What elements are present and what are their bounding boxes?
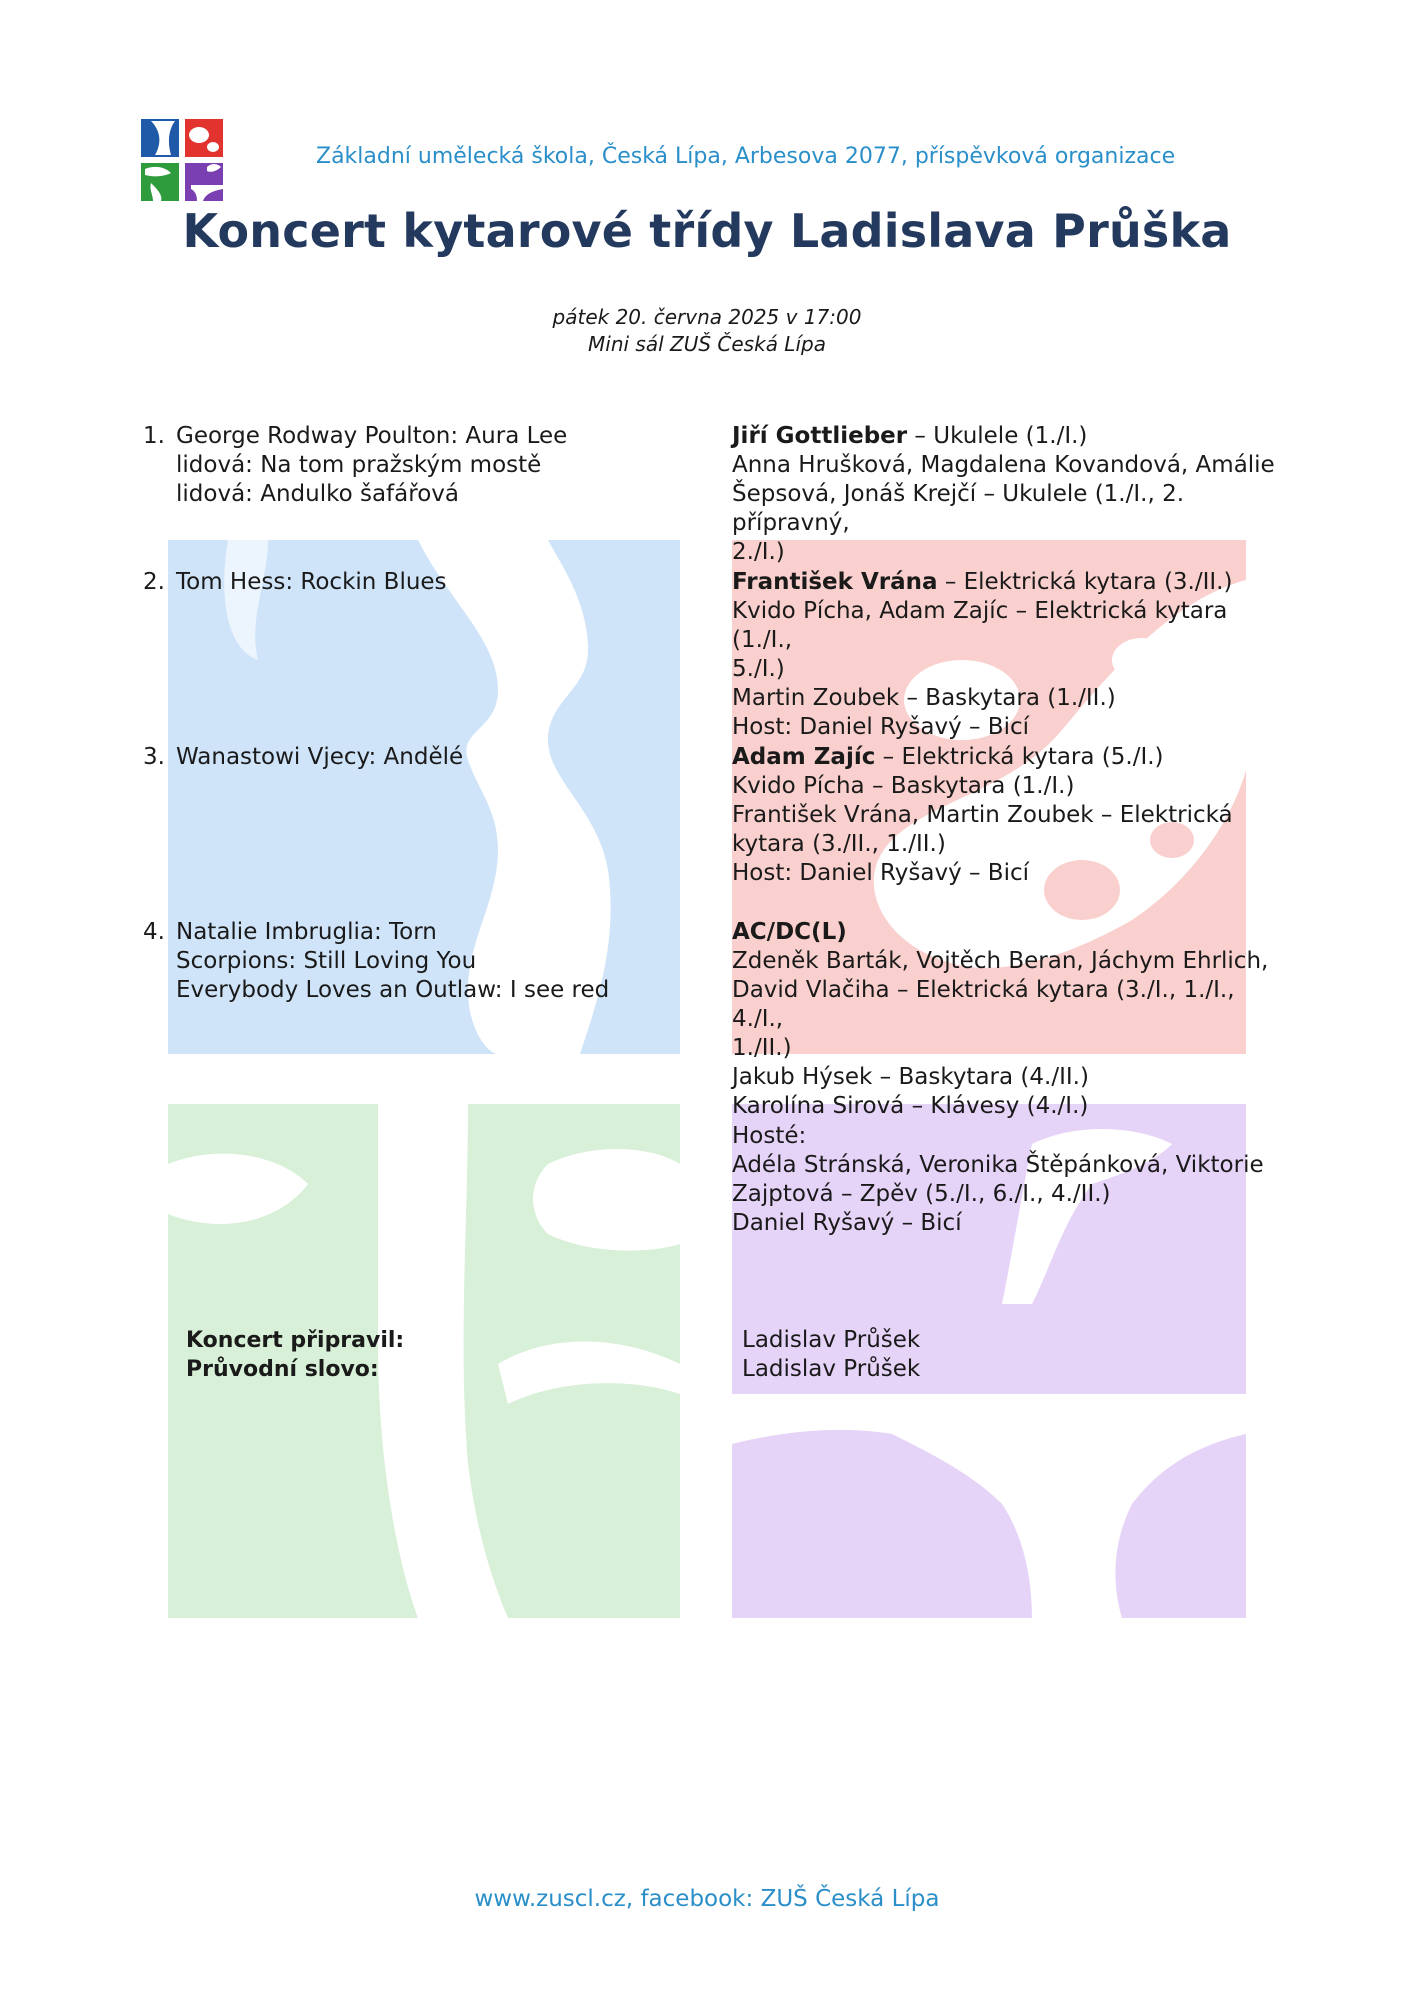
guest-line: Zajptová – Zpěv (5./I., 6./I., 4./II.) [732, 1181, 1111, 1207]
credits-labels [186, 1326, 404, 1384]
program-performers [732, 568, 1292, 742]
lead-performer: Jiří Gottlieber [732, 423, 908, 449]
lead-performer-role: – Elektrická kytara (5./I.) [875, 744, 1164, 770]
piece: lidová: Andulko šafářová [176, 481, 459, 507]
guests-heading: Hosté: [732, 1123, 807, 1149]
program-performers [732, 918, 1292, 1121]
piece: George Rodway Poulton: Aura Lee [176, 423, 568, 449]
performer-line: Šepsová, Jonáš Krejčí – Ukulele (1./I., 2. přípravný, [732, 481, 1185, 536]
speech-value: Ladislav Průšek [742, 1356, 921, 1382]
performer-line: Anna Hrušková, Magdalena Kovandová, Amálie [732, 452, 1275, 478]
prepared-label: Koncert připravil: [186, 1328, 405, 1353]
performer-line: Host: Daniel Ryšavý – Bicí [732, 860, 1030, 886]
guest-line: Daniel Ryšavý – Bicí [732, 1210, 962, 1236]
program-number: 2. [143, 569, 165, 595]
event-venue: Mini sál ZUŠ Česká Lípa [588, 332, 826, 356]
school-name: Základní umělecká škola, Česká Lípa, Arbesova 2077, příspěvková organizace [316, 144, 1176, 169]
piece: Natalie Imbruglia: Torn [176, 919, 437, 945]
program-pieces [176, 422, 567, 509]
program-pieces [176, 743, 463, 772]
footer-links[interactable]: www.zuscl.cz, facebook: ZUŠ Česká Lípa [474, 1886, 940, 1912]
performer-line: Kvido Pícha – Baskytara (1./I.) [732, 773, 1075, 799]
lead-performer: Adam Zajíc [732, 744, 876, 770]
program-pieces [176, 568, 447, 597]
program-performers [732, 422, 1292, 567]
performer-line: Kvido Pícha, Adam Zajíc – Elektrická kytara (1./I., [732, 598, 1228, 653]
piece: Everybody Loves an Outlaw: I see red [176, 977, 610, 1003]
performer-line: 1./II.) [732, 1035, 792, 1061]
lead-performer-line [732, 422, 1292, 451]
credits-values [742, 1326, 920, 1384]
piece: Tom Hess: Rockin Blues [176, 569, 447, 595]
prepared-value: Ladislav Průšek [742, 1327, 921, 1353]
program-number: 1. [143, 423, 165, 449]
performer-line: Host: Daniel Ryšavý – Bicí [732, 714, 1030, 740]
piece: lidová: Na tom pražským mostě [176, 452, 542, 478]
performer-line: František Vrána, Martin Zoubek – Elektrická [732, 802, 1233, 828]
performer-line: 2./I.) [732, 539, 785, 565]
program-performers [732, 743, 1292, 888]
piece: Scorpions: Still Loving You [176, 948, 477, 974]
speech-label: Průvodní slovo: [186, 1357, 379, 1382]
lead-performer-role: – Ukulele (1./I.) [907, 423, 1088, 449]
page-title: Koncert kytarové třídy Ladislava Průška [182, 204, 1232, 258]
program-number: 3. [143, 744, 165, 770]
lead-performer: František Vrána [732, 569, 938, 595]
performer-line: Martin Zoubek – Baskytara (1./II.) [732, 685, 1116, 711]
event-date: pátek 20. června 2025 v 17:00 [552, 305, 862, 329]
program-number: 4. [143, 919, 165, 945]
lead-performer: AC/DC(L) [732, 919, 847, 945]
school-logo [141, 119, 223, 201]
event-date-block [0, 304, 1414, 358]
lead-performer-line [732, 743, 1292, 772]
lead-performer-role: – Elektrická kytara (3./II.) [937, 569, 1233, 595]
performer-line: Zdeněk Barták, Vojtěch Beran, Jáchym Ehrlich, [732, 948, 1269, 974]
performer-line: kytara (3./II., 1./II.) [732, 831, 946, 857]
lead-performer-line [732, 568, 1292, 597]
performer-line: Karolína Sirová – Klávesy (4./I.) [732, 1093, 1089, 1119]
performer-line: Jakub Hýsek – Baskytara (4./II.) [732, 1064, 1089, 1090]
performer-line: David Vlačiha – Elektrická kytara (3./I., 1./I., 4./I., [732, 977, 1235, 1032]
performer-line: 5./I.) [732, 656, 785, 682]
guest-line: Adéla Stránská, Veronika Štěpánková, Viktorie [732, 1152, 1264, 1178]
piece: Wanastowi Vjecy: Andělé [176, 744, 464, 770]
lead-performer-line [732, 918, 1292, 947]
guests-block [732, 1122, 1292, 1238]
program-pieces [176, 918, 609, 1005]
